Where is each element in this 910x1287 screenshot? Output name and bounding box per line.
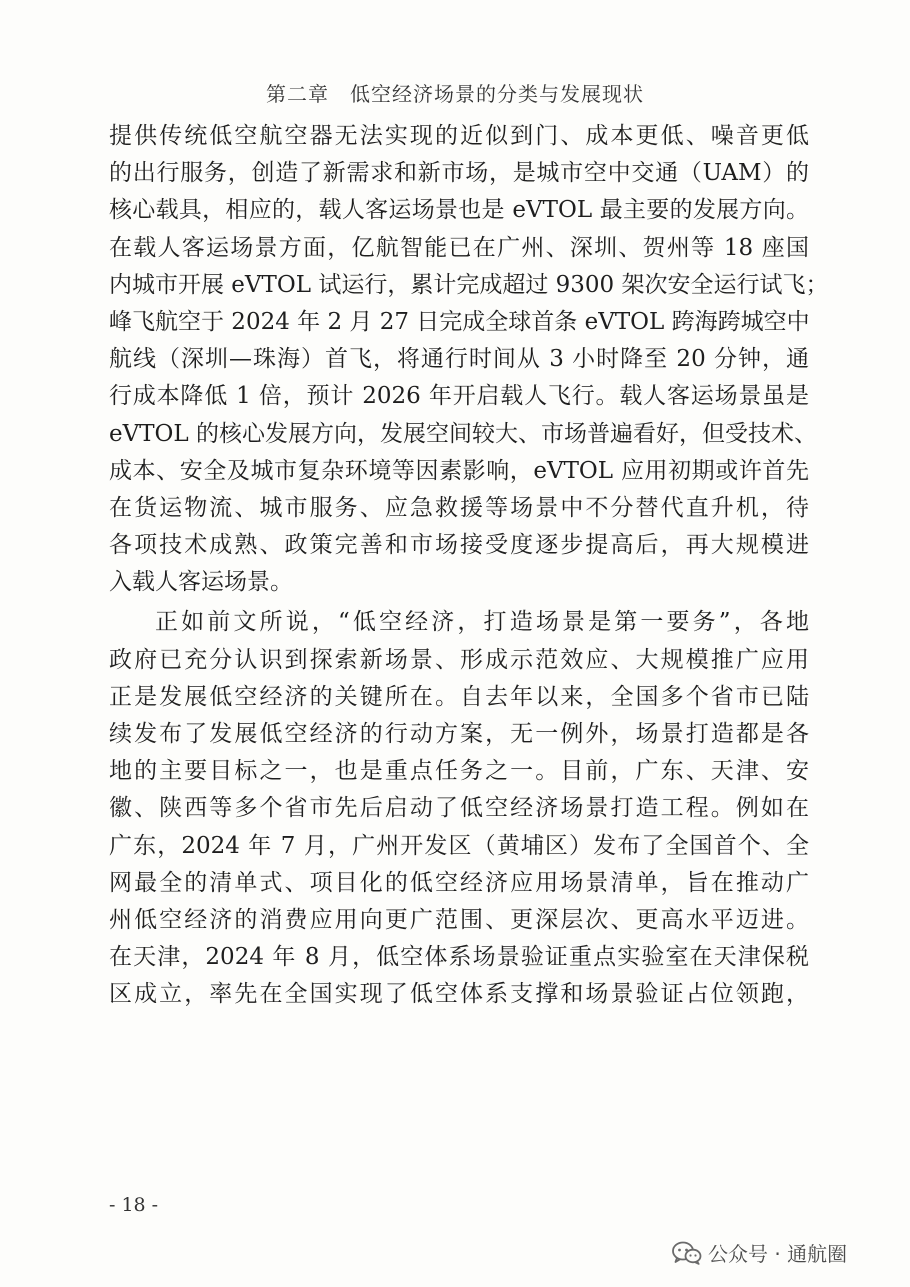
- text-line: 州低空经济的消费应用向更广范围、更深层次、更高水平迈进。: [109, 906, 809, 933]
- page-number: - 18 -: [109, 1194, 159, 1216]
- running-header: 第二章 低空经济场景的分类与发展现状: [266, 82, 644, 106]
- text-line: 提供传统低空航空器无法实现的近似到门、成本更低、噪音更低: [109, 123, 809, 149]
- text-line: 行成本降低 1 倍，预计 2026 年开启载人飞行。载人客运场景虽是: [109, 383, 809, 410]
- text-line: 峰飞航空于 2024 年 2 月 27 日完成全球首条 eVTOL 跨海跨城空中: [109, 308, 810, 335]
- text-line: 徽、陕西等多个省市先后启动了低空经济场景打造工程。例如在: [109, 795, 809, 822]
- text-line: 各项技术成熟、政策完善和市场接受度逐步提高后，再大规模进: [109, 532, 809, 559]
- text-line: 成本、安全及城市复杂环境等因素影响，eVTOL 应用初期或许首先: [109, 457, 809, 484]
- text-line: 的出行服务，创造了新需求和新市场，是城市空中交通（UAM）的: [109, 160, 809, 187]
- text-line: 网最全的清单式、项目化的低空经济应用场景清单，旨在推动广: [109, 869, 809, 896]
- text-line: 在载人客运场景方面，亿航智能已在广州、深圳、贺州等 18 座国: [109, 234, 809, 261]
- paragraph: [109, 604, 809, 1013]
- wechat-icon: [672, 1241, 702, 1265]
- text-line: 正是发展低空经济的关键所在。自去年以来，全国多个省市已陆: [109, 683, 809, 710]
- text-line: 在天津，2024 年 8 月，低空体系场景验证重点实验室在天津保税: [109, 944, 809, 971]
- text-line: 航线（深圳—珠海）首飞，将通行时间从 3 小时降至 20 分钟，通: [109, 346, 809, 373]
- text-line: 政府已充分认识到探索新场景、形成示范效应、大规模推广应用: [109, 646, 809, 673]
- paragraph: [109, 118, 829, 601]
- watermark-text: 公众号 · 通航圈: [708, 1242, 848, 1266]
- text-line: 地的主要目标之一，也是重点任务之一。目前，广东、天津、安: [109, 758, 809, 785]
- text-line: 核心载具，相应的，载人客运场景也是 eVTOL 最主要的发展方向。: [109, 197, 809, 224]
- body-text: [109, 118, 829, 1014]
- text-line: 区成立，率先在全国实现了低空体系支撑和场景验证占位领跑，: [109, 981, 809, 1008]
- text-line: 续发布了发展低空经济的行动方案，无一例外，场景打造都是各: [109, 721, 809, 747]
- watermark: [672, 1238, 847, 1267]
- text-line: 在货运物流、城市服务、应急救援等场景中不分替代直升机，待: [109, 494, 809, 521]
- text-line: 正如前文所说，“低空经济，打造场景是第一要务”，各地: [155, 609, 809, 636]
- text-line: 入载人客运场景。: [109, 569, 293, 596]
- text-line: 广东，2024 年 7 月，广州开发区（黄埔区）发布了全国首个、全: [109, 832, 809, 859]
- text-line: eVTOL 的核心发展方向，发展空间较大、市场普遍看好，但受技术、: [109, 420, 818, 447]
- text-line: 内城市开展 eVTOL 试运行，累计完成超过 9300 架次安全运行试飞；: [109, 271, 829, 298]
